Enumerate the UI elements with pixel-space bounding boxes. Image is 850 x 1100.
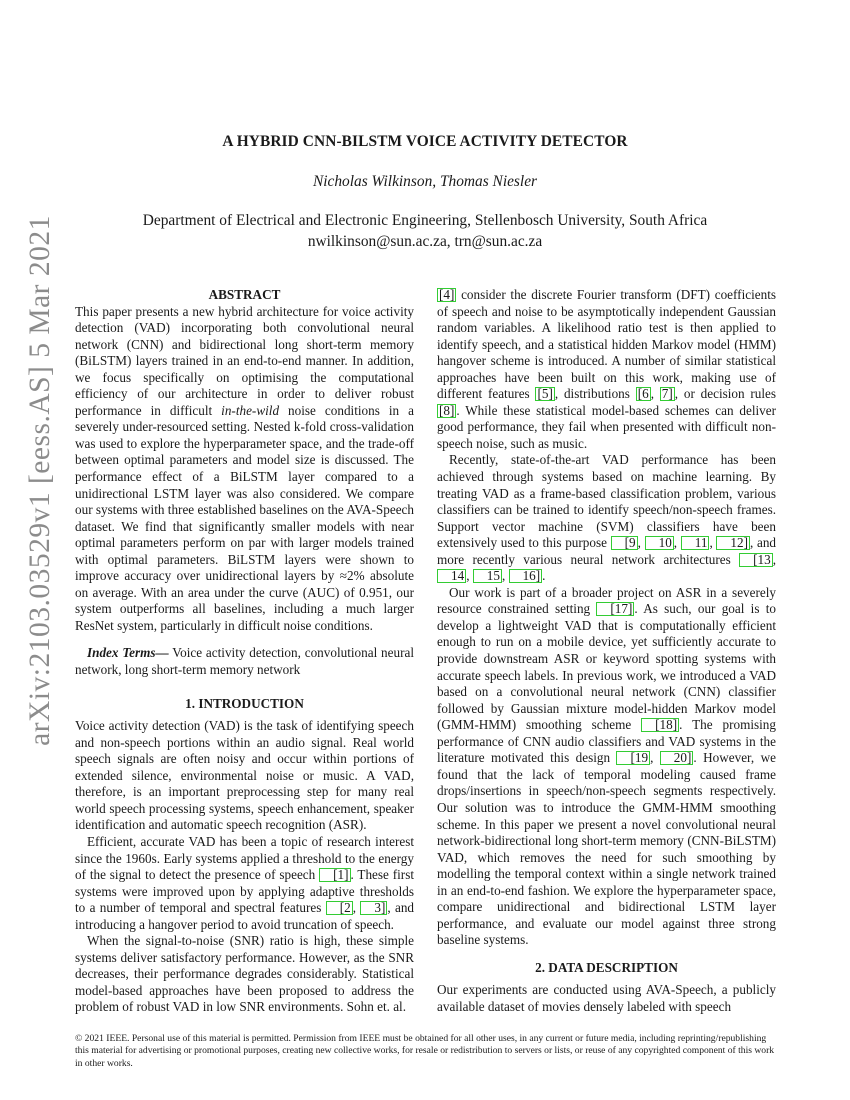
citation-link[interactable]: [9 — [611, 536, 638, 550]
index-terms — [75, 645, 414, 678]
intro-p3-text: , distributions — [554, 386, 636, 402]
intro-paragraph-3-start — [75, 933, 414, 1016]
abstract-text-b: noise conditions in a severely under-resourced setting. Nested k-fold cross-validation was used to explore the hyperparameter space, and the trade-off between optimal parameters and model size is discussed. The performance effect of a BiLSTM layer compared to a unidirectional LSTM layer was also considered. We compare our systems with three established baselines on the AVA-Speech dataset. We find that significantly smaller models with near optimal parameters perform on par with larger models trained with optimal parameters. BiLSTM layers were shown to improve accuracy over unidirectional layers by ≈2% absolute on average. With an area under the curve (AUC) of 0.951, our system outperforms all baselines, including a much larger ResNet system, particularly in difficult noise conditions. — [75, 402, 414, 633]
intro-p2-text: Efficient, accurate VAD has been a topic of research interest since the 1960s. Early systems applied a threshold to the energy of the signal to detect the presence of speech — [75, 833, 414, 883]
citation-link[interactable]: [17] — [596, 602, 634, 616]
paper-title: A HYBRID CNN-BILSTM VOICE ACTIVITY DETECTOR — [222, 133, 628, 150]
affiliation-block — [0, 210, 850, 252]
arxiv-stamp — [22, 214, 58, 746]
intro-p3-text: . While these statistical model-based schemes can deliver good performance, they fail when presented with difficult non-speech noise, such as music. — [437, 402, 776, 451]
intro-p2-text: , and introducing a hangover period to avoid truncation of speech. — [75, 900, 415, 932]
citation-sep: , — [673, 535, 681, 551]
intro-heading: 1. INTRODUCTION — [185, 695, 304, 711]
citation-sep: , — [650, 750, 660, 766]
citation-sep: , — [709, 535, 717, 551]
citation-link[interactable]: [4] — [439, 287, 455, 302]
abstract-emphasis: in-the-wild — [221, 402, 280, 418]
affiliation: Department of Electrical and Electronic Engineering, Stellenbosch University, South Africa — [142, 212, 708, 229]
citation-sep: , — [501, 568, 509, 584]
paper-authors: Nicholas Wilkinson, Thomas Niesler — [312, 173, 538, 190]
citation-sep: , — [637, 535, 645, 551]
intro-p3-text: , or decision rules — [674, 386, 777, 402]
left-column — [75, 287, 414, 1016]
intro-p5-text: Our work is part of a broader project on ASR in a severely resource constrained setting — [437, 584, 776, 617]
abstract-paragraph — [75, 304, 414, 635]
citation-link[interactable]: 11 — [681, 536, 710, 550]
citation-sep: , — [650, 386, 660, 402]
intro-paragraph-4 — [437, 452, 776, 584]
citation-sep: , — [466, 568, 473, 584]
emails: nwilkinson@sun.ac.za, trn@sun.ac.za — [307, 233, 543, 250]
citation-link[interactable]: [18] — [641, 718, 679, 732]
intro-p5-text: . However, we found that the lack of temporal modeling caused frame drops/insertions in speech/non-speech segments respectively. Our solution was to introduce the GMM-HMM smoothing scheme. In this paper we present a novel convolutional neural network-bidirectional long short-term memory (CNN-BiLSTM) VAD, which removes the need for such smoothing by modelling the temporal context within a single network trained in an end-to-end fashion. We explore the hyperparameter space, compare unidirectional and bidirectional LSTM layer performance, and evaluate our model against three strong baseline systems. — [437, 750, 776, 948]
intro-paragraph-1: Voice activity detection (VAD) is the task of identifying speech and non-speech portions within an audio signal. Real world speech signals are often noisy and occur within portions of extended silence, environmental noise or music. A VAD, therefore, is an important preprocessing step for many real world speech processing systems, speech enhancement, speaker identification and automatic speech recognition (ASR). — [75, 718, 414, 833]
intro-p3-text: consider the discrete Fourier transform (DFT) coefficients of speech and noise to be asymptotically independent Gaussian random variables. A likelihood ratio test is then applied to identify speech, and a statistical hidden Markov model (HMM) hangover scheme is introduced. A number of similar statistical approaches have been built on this work, making use of different features — [437, 287, 776, 402]
intro-p4-text: . — [542, 568, 546, 584]
citation-link[interactable]: [5] — [537, 386, 553, 402]
index-terms-label: Index Terms— — [87, 645, 169, 661]
citation-link[interactable]: [2 — [326, 901, 353, 915]
copyright-footer: © 2021 IEEE. Personal use of this material is permitted. Permission from IEEE must be obtained for all other uses, in any current or future media, including reprinting/republishing this material for advertising or promotional purposes, creating new collective works, for resale or redistribution to servers or lists, or reuse of any copyrighted component of this work in other works. — [75, 1033, 775, 1069]
abstract-text-a: This paper presents a new hybrid architecture for voice activity detection (VAD) incorporating both convolutional neural network (CNN) and bidirectional long short-term memory (BiLSTM) layers trained in an end-to-end manner. In addition, we focus specifically on optimising the computational efficiency of our architecture in order to deliver robust performance in difficult — [75, 303, 414, 418]
citation-link[interactable]: 16] — [509, 569, 543, 583]
data-description-heading: 2. DATA DESCRIPTION — [535, 959, 678, 975]
intro-paragraph-2 — [75, 834, 414, 933]
data-description-paragraph: Our experiments are conducted using AVA-Speech, a publicly available dataset of movies densely labeled with speech — [437, 982, 776, 1014]
intro-p5-text: . The promising performance of CNN audio classifiers and VAD systems in the literature motivated this design — [437, 717, 776, 766]
intro-p5-text: . As such, our goal is to develop a lightweight VAD that is computationally efficient enough to run on a mobile device, yet sufficiently accurate to provide downstream ASR or keyword spotting systems with accurate speech labels. In previous work, we introduced a VAD based on a convolutional neural network (CNN) classifier followed by Gaussian mixture model-hidden Markov model (GMM-HMM) smoothing scheme — [437, 601, 776, 733]
right-column — [437, 287, 776, 1016]
citation-link[interactable]: 3] — [360, 901, 387, 915]
intro-p4-text: Recently, state-of-the-art VAD performance has been achieved through systems based on machine learning. By treating VAD as a frame-based classification problem, various classifiers can be trained to identify speech/non-speech frames. Support vector machine (SVM) classifiers have been extensively used to this purpose — [437, 452, 776, 551]
citation-link[interactable]: 15 — [473, 569, 502, 583]
intro-paragraph-3-cont — [437, 287, 776, 452]
citation-link[interactable]: [6 — [637, 386, 649, 402]
citation-link[interactable]: [8] — [439, 402, 455, 418]
citation-link[interactable]: 20] — [660, 751, 694, 765]
citation-link[interactable]: [13 — [739, 553, 773, 567]
citation-link[interactable]: 14 — [437, 569, 466, 583]
citation-sep: , — [352, 900, 361, 916]
intro-p2-text: . These first systems were improved upon by applying adaptive thresholds to a number of temporal and spectral features — [75, 867, 414, 916]
citation-link[interactable]: 7] — [661, 386, 673, 402]
citation-link[interactable]: 12] — [716, 536, 750, 550]
citation-link[interactable]: [19 — [616, 751, 650, 765]
abstract-heading: ABSTRACT — [208, 287, 281, 302]
citation-sep: , — [772, 551, 776, 567]
index-terms-text: Voice activity detection, convolutional neural network, long short-term memory network — [75, 645, 414, 678]
intro-p4-text: , and more recently various neural network architectures — [437, 535, 777, 567]
citation-link[interactable]: [1] — [319, 868, 350, 882]
arxiv-stamp-text: arXiv:2103.03529v1 [eess.AS] 5 Mar 2021 — [23, 214, 56, 746]
intro-paragraph-5 — [437, 585, 776, 949]
intro-p3-text: When the signal-to-noise (SNR) ratio is high, these simple systems deliver satisfactory performance. However, as the SNR decreases, their performance degrades considerably. Statistical model-based approaches have been proposed to address the problem of robust VAD in low SNR environments. Sohn et. al. — [75, 933, 414, 1015]
citation-link[interactable]: 10 — [645, 536, 674, 550]
